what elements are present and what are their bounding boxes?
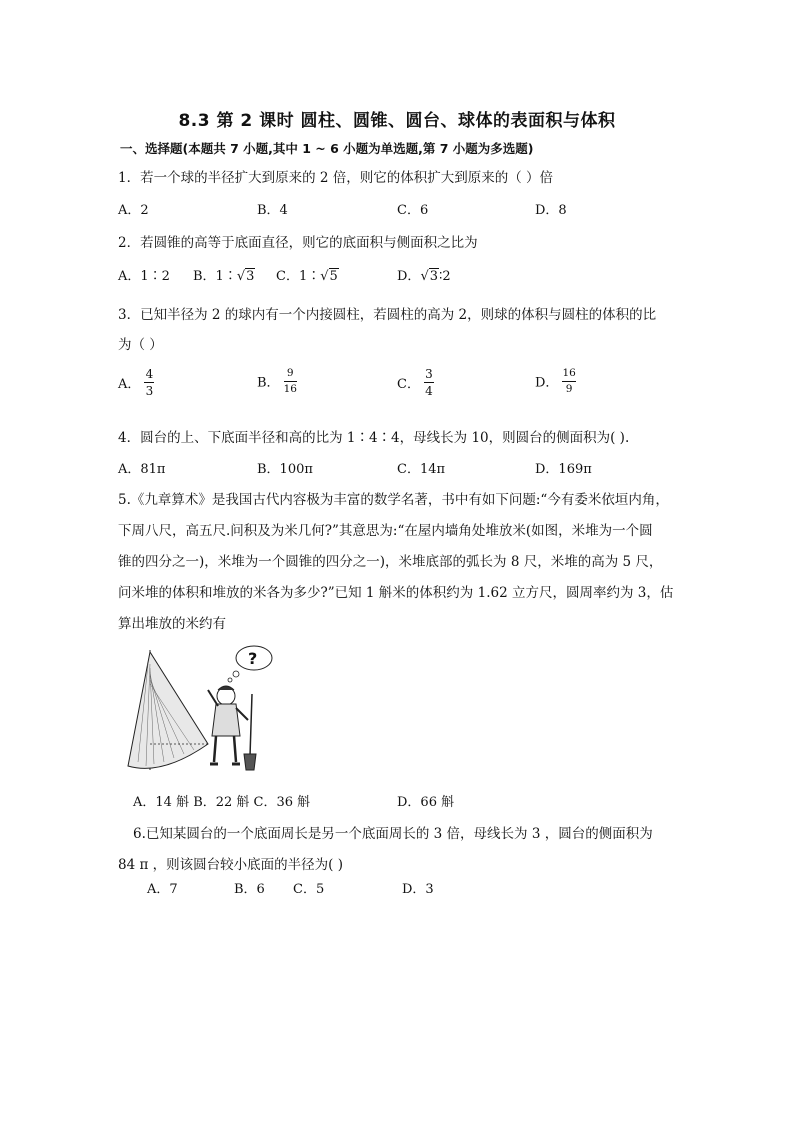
- rice-pile-illustration: [124, 644, 274, 778]
- q2-option-d-suffix: ∶2: [439, 269, 451, 284]
- q3-option-c-fraction: [424, 368, 434, 397]
- q3-option-a-label: A．: [118, 377, 141, 392]
- q1-option-d: D．8: [535, 203, 567, 218]
- q4-option-d: D．169π: [535, 462, 592, 477]
- q3-stem-line1: 3．已知半径为 2 的球内有一个内接圆柱，若圆柱的高为 2，则球的体积与圆柱的体积的比: [118, 307, 657, 323]
- numerator: 9: [286, 367, 294, 379]
- q1-option-b: B．4: [257, 203, 288, 218]
- q3-option-c-label: C．: [397, 377, 420, 392]
- denominator: 3: [145, 384, 154, 398]
- sqrt-symbol: √3: [236, 269, 255, 284]
- q2-option-c-prefix: C．1∶: [276, 269, 321, 284]
- section-heading: 一、选择题(本题共 7 小题,其中 1 ~ 6 小题为单选题,第 7 小题为多选题): [120, 141, 534, 156]
- q6-option-a: A．7: [147, 882, 178, 897]
- q2-option-c-radicand: 5: [329, 269, 338, 284]
- q3-option-b-label: B．: [257, 375, 280, 391]
- q6-line1: 6.已知某圆台的一个底面周长是另一个底面周长的 3 倍，母线长为 3 ，圆台的侧面积为: [133, 826, 653, 842]
- q2-option-d-prefix: D．: [397, 269, 421, 284]
- q3-option-a-fraction: [144, 368, 154, 397]
- q2-option-d-radicand: 3: [429, 269, 439, 284]
- sqrt-symbol: √5: [320, 269, 338, 284]
- q5-line1: 5.《九章算术》是我国古代内容极为丰富的数学名著，书中有如下问题:“今有委米依垣内角，: [118, 492, 669, 508]
- svg-text:?: ?: [248, 649, 258, 668]
- q4-option-b: B．100π: [257, 462, 313, 477]
- q3-option-d-fraction: [562, 368, 575, 394]
- page-title: 8.3 第 2 课时 圆柱、圆锥、圆台、球体的表面积与体积: [178, 111, 616, 131]
- q3-stem-line2: 为（ ）: [118, 337, 163, 353]
- q6-option-b: B．6: [234, 882, 265, 897]
- q4-option-c: C．14π: [397, 462, 446, 477]
- q1-option-a: A．2: [118, 203, 149, 218]
- q2-stem: 2．若圆锥的高等于底面直径，则它的底面积与侧面积之比为: [118, 235, 478, 251]
- q3-option-c: [397, 368, 434, 397]
- q2-option-b-prefix: B．1∶: [193, 269, 237, 284]
- q2-option-b-radicand: 3: [246, 269, 255, 284]
- q2-option-b: [193, 265, 255, 284]
- q3-option-a: [118, 368, 154, 397]
- q5-line2: 下周八尺，高五尺.问积及为米几何?”其意思为:“在屋内墙角处堆放米(如图，米堆为一个圆: [118, 523, 653, 539]
- q2-option-d: [397, 265, 451, 284]
- numerator: 3: [425, 367, 433, 381]
- q2-option-c: [276, 265, 339, 284]
- sqrt-symbol: √3: [420, 269, 439, 284]
- q3-option-d-label: D．: [535, 375, 559, 391]
- q6-line2: 84 π ，则该圆台较小底面的半径为( ): [118, 857, 343, 873]
- q5-line3: 锥的四分之一)，米堆为一个圆锥的四分之一)，米堆底部的弧长为 8 尺，米堆的高为 5 尺，: [118, 554, 663, 570]
- q5-line5: 算出堆放的米约有: [118, 616, 226, 632]
- denominator: 4: [425, 384, 433, 398]
- q4-stem: 4．圆台的上、下底面半径和高的比为 1∶4∶4，母线长为 10，则圆台的侧面积为( ).: [118, 430, 630, 446]
- q4-option-a: A．81π: [118, 462, 166, 477]
- q5-options-abc: A．14 斛 B．22 斛 C．36 斛: [133, 795, 311, 810]
- q5-option-d: D．66 斛: [397, 795, 455, 810]
- q3-option-b-fraction: [284, 368, 297, 394]
- numerator: 4: [145, 367, 154, 381]
- q5-line4: 问米堆的体积和堆放的米各为多少?”已知 1 斛米的体积约为 1.62 立方尺，圆周率约为 3，估: [118, 585, 674, 601]
- q1-stem: 1．若一个球的半径扩大到原来的 2 倍，则它的体积扩大到原来的（ ）倍: [118, 170, 554, 186]
- denominator: 9: [565, 382, 573, 395]
- q3-option-d: [535, 368, 576, 394]
- numerator: 16: [562, 367, 576, 379]
- q1-option-c: C．6: [397, 203, 429, 218]
- q2-option-a: A．1∶2: [118, 269, 170, 284]
- rice-pile-figure: [124, 644, 274, 778]
- denominator: 16: [283, 382, 297, 395]
- q6-option-c: C．5: [293, 882, 325, 897]
- q6-option-d: D．3: [402, 882, 434, 897]
- q3-option-b: [257, 368, 297, 394]
